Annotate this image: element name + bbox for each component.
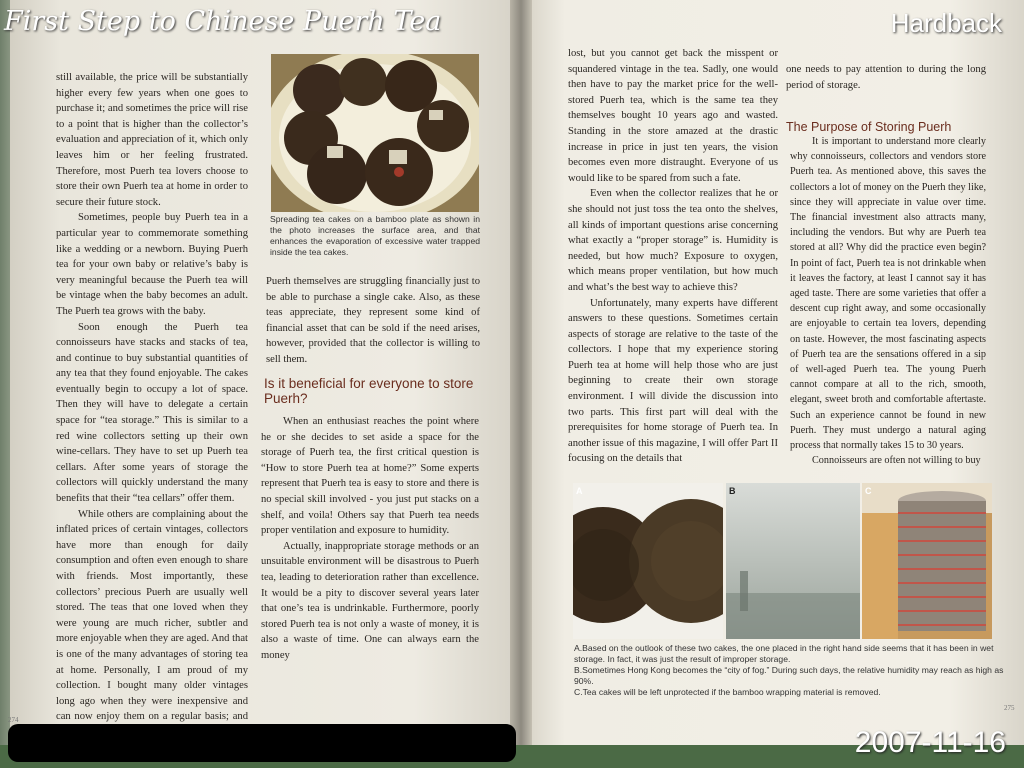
photo-captions [574, 643, 1006, 698]
paragraph: one needs to pay attention to during the long period of storage. [786, 64, 986, 91]
paragraph: Connoisseurs are often not willing to buy [812, 455, 981, 467]
caption-b: B.Sometimes Hong Kong becomes the “city of fog.” During such days, the relative humidity may reach as high as 90%. [574, 665, 1004, 686]
caption-a: A.Based on the outlook of these two cakes, the one placed in the right hand side seems that it has been in wet storage. In fact, it was just the result of improper storage. [574, 643, 994, 664]
tea-cakes-illustration [271, 54, 479, 212]
paragraph: Soon enough the Puerh tea connoisseurs have stacks and stacks of tea, and continue to buy substantial quantities of any tea that they found enjoyable. The cakes eventually begin to occupy a lot of space. Then they will have to delegate a certain space for “tea storage.” This is similar to a red wine collectors setting up their own wine-cellars. They have to set up Puerh tea cellars. After some years of storage the collectors will quickly understand the many benefits that their “tea cellars” offer them. [56, 321, 248, 505]
paragraph: Unfortunately, many experts have different answers to these questions. Sometimes certain aspects of storage are relative to the taste of the collectors. I hope that my experience storing Puerh tea at home will help those who are just beginning to create their own storage environment. I will divide the discussion into two parts. This first part will deal with the prerequisites for home storage of Puerh tea. In another issue of this magazine, I will offer Part II focusing on the details that [568, 297, 778, 465]
left-column-1 [56, 70, 248, 756]
photo-b-fog [726, 483, 860, 639]
left-column-2-body [261, 414, 479, 664]
paragraph: Puerh themselves are struggling financially just to be able to purchase a single cake. Also, as these teas appreciate, they represent some kind of financial asset that can be sold if the need arises, however, provided that the collector is willing to sell them. [266, 276, 480, 365]
overlay-title: First Step to Chinese Puerh Tea [4, 6, 442, 37]
paragraph: Actually, inappropriate storage methods or an unsuitable environment will be disastrous to Puerh tea, leading to deterioration rather than excellence. It would be a pity to discover several years later that one’s tea is undrinkable. Furthermore, poorly stored Puerh tea is not only a waste of money, it is also a waste of time. One can always earn the money [261, 540, 479, 661]
photo-label-a: A [576, 486, 583, 496]
overlay-date-stamp: 2007-11-16 [854, 726, 1006, 759]
photo-c-illustration [862, 483, 992, 639]
right-column-2-body [790, 134, 986, 468]
paragraph: Even when the collector realizes that he or she should not just toss the tea onto the shelves, all kinds of important questions arise concerning what exactly a “proper storage” is. Humidity is needed, but how much? Exposure to oxygen, which means proper ventilation, but how much and what’s the best way to achieve this? [568, 188, 778, 293]
paragraph: Sometimes, people buy Puerh tea in a particular year to commemorate something like a wedding or a newborn. Buying Puerh tea for your own baby or relative’s baby is very meaningful because the Puerh tea will be vintage when the baby becomes an adult. The Puerh tea grows with the baby. [56, 212, 248, 317]
right-column-1 [568, 46, 778, 467]
tea-cakes-photo-caption: Spreading tea cakes on a bamboo plate as shown in the photo increases the surface area, and that enhances the evaporation of excessive water trapped inside the tea cakes. [270, 214, 480, 257]
caption-c: C.Tea cakes will be left unprotected if the bamboo wrapping material is removed. [574, 687, 881, 697]
page-number-left: 274 [8, 716, 19, 724]
photo-label-c: C [865, 486, 872, 496]
photo-a-tea-cakes [573, 483, 723, 639]
paragraph: still available, the price will be substantially higher every few years when one goes to purchase it; and sometimes the price will rise to a point that is higher than the collector’s evaluation and appreciation of it, which only leaves him or her feeling frustrated. Therefore, most Puerh tea lovers choose to store their own Puerh tea at home in order to secure their future stock. [56, 72, 248, 208]
photo-a-illustration [573, 483, 723, 639]
photo-b-illustration [726, 483, 860, 639]
page-number-right: 275 [1004, 704, 1015, 712]
paragraph: When an enthusiast reaches the point where he or she decides to set aside a space for the storage of Puerh tea, the first critical question is “How to store Puerh tea at home?” Some experts represent that Puerh tea is easy to store and there is no special skill involved - you just put stacks on a shelf, and voila! Others say that Puerh tea needs proper ventilation and exposure to humidity. [261, 416, 479, 537]
left-column-2 [266, 274, 480, 368]
right-column-2 [786, 62, 986, 93]
section-heading-storage-benefit: Is it beneficial for everyone to store Puerh? [264, 376, 474, 406]
section-heading-purpose: The Purpose of Storing Puerh [786, 120, 952, 134]
overlay-edition-tag: Hardback [890, 8, 1002, 38]
paragraph: It is important to understand more clearly why connoisseurs, collectors and vendors store Puerh tea. As mentioned above, this saves the collectors a lot of money on the Puerh they like, since they will appreciate in value over time. The financial investment also attracts many, including the vendors. But why are Puerh tea stored at all? Why did the practice even begin? In point of fact, Puerh tea is not drinkable when it leaves the factory, at least I cannot say it has aged taste. There are some varieties that offer a descent cup right away, and some occasionally are enjoyable to certain tea lovers, depending on taste. However, the most fascinating aspects of Puerh tea are the sensations offered in a sip of well-aged Puerh tea. The young Puerh cannot compare at all to the rich, smooth, elegant, sweet broth and comfortable aftertaste. Such an experience cannot be found in new Puerh. They must undergo a natural aging process that normally takes 15 to 30 years. [790, 136, 986, 452]
paragraph: While others are complaining about the inflated prices of certain vintages, collectors have more than enough for daily consumption and often even enough to share with friends. Most importantly, these collectors’ precious Puerh are usually well stored. The teas that one loved when they were young are much richer, subtler and more enjoyable when they are aged. And that is one of the many advantages of storing tea at home. Personally, I am proud of my collection. I bought many older vintages long ago when they were inexpensive and can now enjoy them on a regular basis; and [56, 508, 248, 723]
book-spine [510, 0, 532, 750]
photo-c-cake-stack [862, 483, 992, 639]
paragraph: lost, but you cannot get back the misspent or squandered vintage in the tea. Sadly, one would then have to pay the market price for the well-stored Puerh tea, which is the same tea they themselves bought 10 years ago and wasted. Standing in the store amazed at the drastic increase in price in just ten years, the vision becomes even more distraught. Everyone of us would like to be spared from such a fate. [568, 48, 778, 184]
redaction-bar [8, 724, 516, 762]
tea-cakes-bamboo-photo [271, 54, 479, 212]
photo-label-b: B [729, 486, 736, 496]
